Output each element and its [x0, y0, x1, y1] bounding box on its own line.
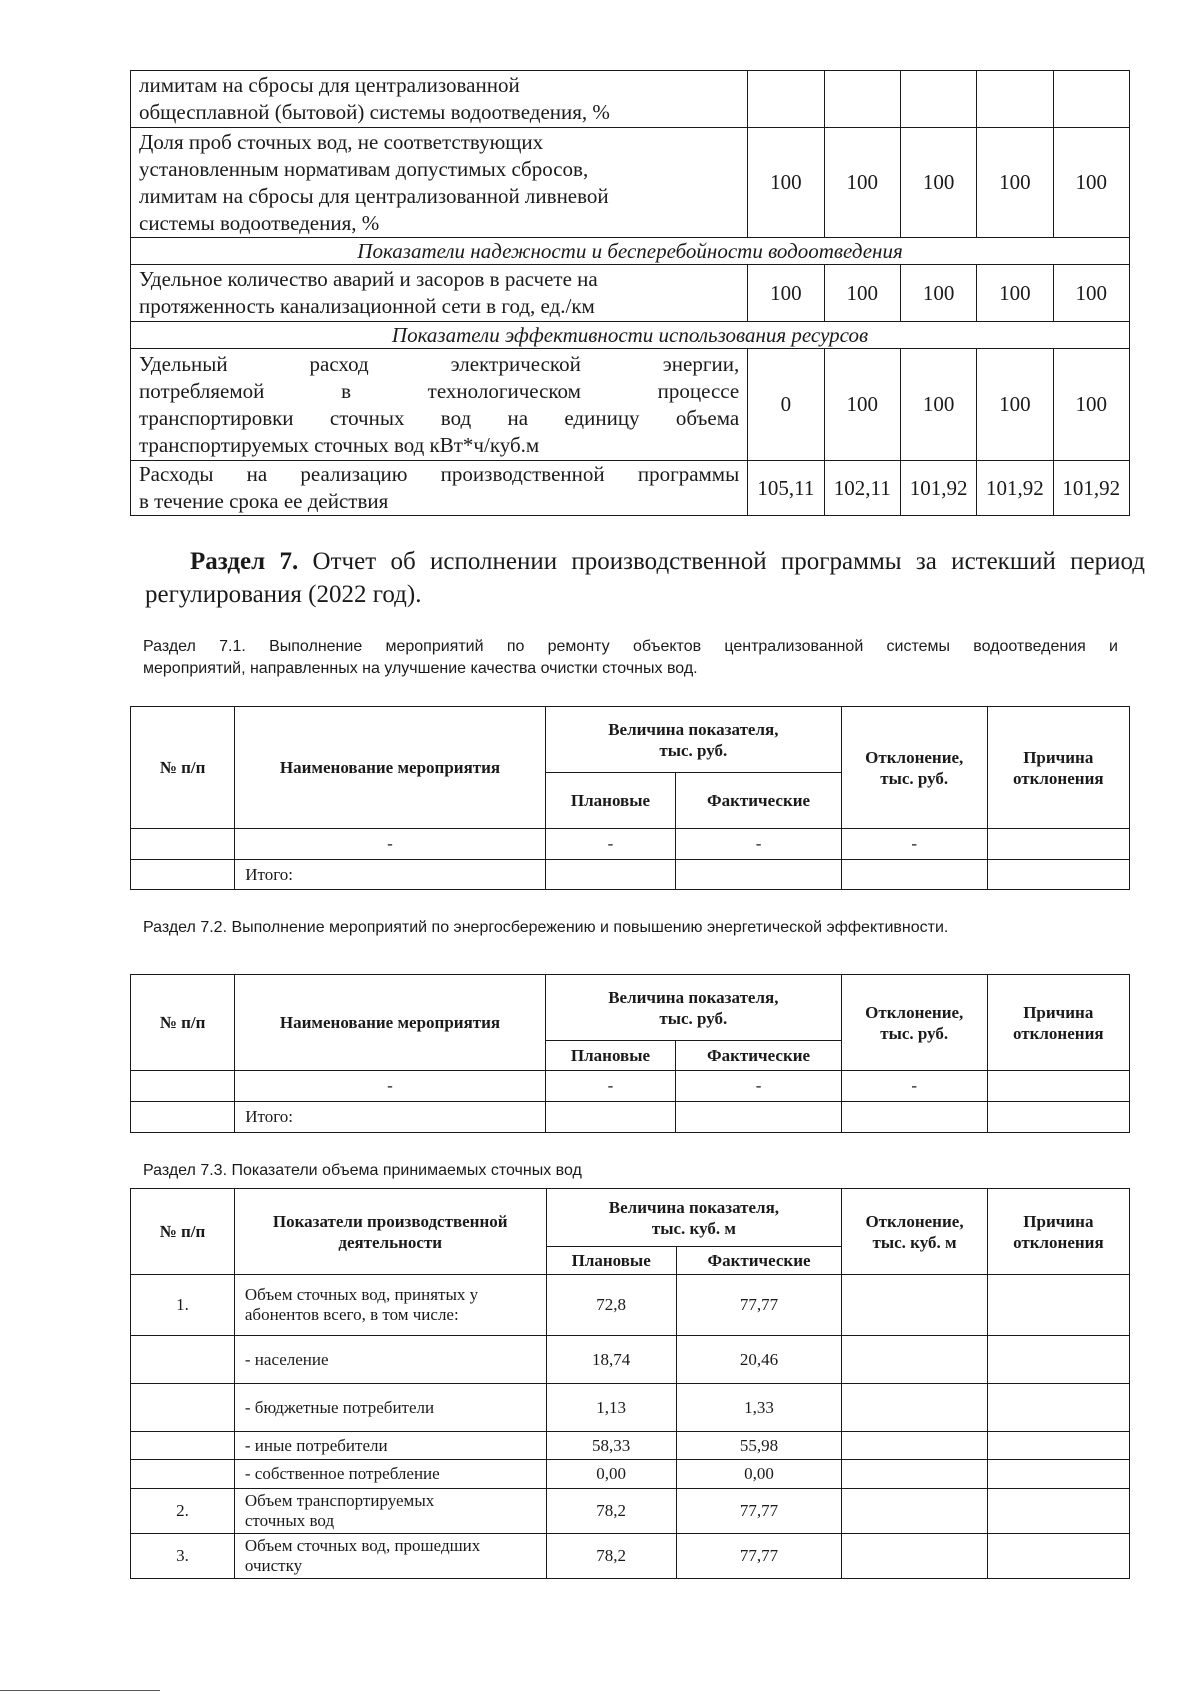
value-cell: 100	[900, 349, 976, 461]
value-cell: 101,92	[1053, 461, 1129, 516]
planned-value: 0,00	[546, 1460, 676, 1489]
indicator-name	[234, 1275, 546, 1336]
table-row	[131, 128, 1130, 238]
cell	[842, 1384, 987, 1432]
cell: -	[676, 829, 842, 860]
cell	[987, 1460, 1129, 1489]
cell	[842, 1275, 987, 1336]
table-row	[131, 265, 1130, 322]
table-row	[131, 1384, 1130, 1432]
value-cell: 102,11	[824, 461, 900, 516]
cell	[841, 860, 987, 890]
cell	[131, 860, 235, 890]
section-title-line	[145, 545, 1145, 578]
cell	[676, 1102, 842, 1133]
section-title-text-cont: регулирования (2022 год).	[145, 581, 422, 608]
col-planned-header: Плановые	[546, 1247, 676, 1275]
value-cell: 100	[1053, 349, 1129, 461]
header-line: Отклонение,	[865, 1002, 964, 1022]
value-cell: 100	[1053, 265, 1129, 322]
col-planned-header: Плановые	[545, 1041, 675, 1071]
col-planned-header: Плановые	[545, 773, 675, 829]
table-row	[131, 1071, 1130, 1102]
header-row	[131, 1189, 1130, 1247]
col-value-header	[545, 707, 841, 773]
indicator-name: - население	[234, 1336, 546, 1384]
value-cell: 100	[748, 128, 824, 238]
table-row	[131, 461, 1130, 516]
header-row	[131, 707, 1130, 773]
header-line: тыс. куб. м	[651, 1218, 736, 1238]
planned-value: 72,8	[546, 1275, 676, 1336]
text-line: лимитам на сбросы для централизованной	[139, 73, 520, 97]
footer-divider	[0, 1690, 160, 1691]
row-num	[131, 1432, 235, 1460]
cell	[131, 829, 235, 860]
cell	[131, 1102, 235, 1133]
value-cell	[977, 71, 1053, 128]
header-line: Отклонение,	[865, 1211, 964, 1231]
actual-value: 55,98	[676, 1432, 841, 1460]
table-row	[131, 1460, 1130, 1489]
cell: -	[545, 1071, 675, 1102]
header-line: тыс. куб. м	[872, 1232, 957, 1252]
table-row	[131, 1432, 1130, 1460]
section-header-row	[131, 322, 1130, 349]
name-line: Объем транспортируемых	[244, 1491, 435, 1510]
text-line: транспортируемых сточных вод кВт*ч/куб.м	[139, 432, 540, 457]
col-value-header	[546, 1189, 842, 1247]
value-cell: 100	[900, 265, 976, 322]
cell	[987, 1336, 1129, 1384]
text-line: Расходы на реализацию производственной программы	[139, 462, 740, 486]
text-line: общесплавной (бытовой) системы водоотведения, %	[139, 100, 610, 124]
name-line: Объем сточных вод, принятых у	[244, 1285, 479, 1304]
header-line: отклонения	[1012, 768, 1104, 788]
col-name-header	[234, 1189, 546, 1275]
cell	[545, 860, 675, 890]
table-row	[131, 1336, 1130, 1384]
col-num-header: № п/п	[131, 975, 235, 1071]
section-title-text: Отчет об исполнении производственной программы за истекший период	[312, 548, 1146, 575]
col-name-header: Наименование мероприятия	[235, 707, 546, 829]
cell: -	[841, 1071, 987, 1102]
header-line: Причина	[1023, 1211, 1094, 1231]
cell	[842, 1534, 987, 1579]
col-value-header	[545, 975, 841, 1041]
value-cell: 0	[748, 349, 824, 461]
text-line: Удельное количество аварий и засоров в расчете на	[139, 267, 598, 291]
actual-value: 77,77	[676, 1275, 841, 1336]
col-reason-header	[987, 707, 1129, 829]
col-reason-header	[987, 1189, 1129, 1275]
header-line: Величина показателя,	[608, 719, 779, 739]
planned-value: 78,2	[546, 1489, 676, 1534]
value-cell: 100	[900, 128, 976, 238]
row-num	[131, 1336, 235, 1384]
total-label: Итого:	[235, 860, 546, 890]
planned-value: 18,74	[546, 1336, 676, 1384]
table-row	[131, 349, 1130, 461]
subsection-7-3-caption: Раздел 7.3. Показатели объема принимаемых сточных вод	[143, 1162, 582, 1179]
value-cell: 101,92	[900, 461, 976, 516]
value-cell	[900, 71, 976, 128]
row-num: 2.	[131, 1489, 235, 1534]
name-line: абонентов всего, в том числе:	[244, 1305, 459, 1324]
cell	[842, 1432, 987, 1460]
header-line: тыс. руб.	[659, 740, 728, 760]
section-7-title	[145, 545, 1145, 611]
header-line: деятельности	[338, 1232, 443, 1252]
text-line: потребляемой в технологическом процессе	[139, 378, 740, 403]
col-actual-header: Фактические	[676, 1247, 841, 1275]
table-row	[131, 829, 1130, 860]
value-cell	[824, 71, 900, 128]
col-deviation-header	[841, 707, 987, 829]
cell	[842, 1460, 987, 1489]
table-row	[131, 1534, 1130, 1579]
text-line: системы водоотведения, %	[139, 210, 380, 235]
cell	[842, 1489, 987, 1534]
indicator-description	[131, 71, 748, 128]
header-line: Причина	[1023, 1002, 1094, 1022]
header-line: отклонения	[1012, 1023, 1104, 1043]
value-cell: 105,11	[748, 461, 824, 516]
indicator-description	[131, 461, 748, 516]
cell: -	[545, 829, 675, 860]
wastewater-volume-table	[130, 1188, 1130, 1579]
total-label: Итого:	[235, 1102, 546, 1133]
value-cell: 100	[824, 128, 900, 238]
cell	[987, 1102, 1129, 1133]
table-row	[131, 1489, 1130, 1534]
caption-line: мероприятий, направленных на улучшение качества очистки сточных вод.	[143, 660, 698, 677]
cell	[545, 1102, 675, 1133]
cell	[842, 1336, 987, 1384]
value-cell	[748, 71, 824, 128]
section-reliability-header: Показатели надежности и бесперебойности водоотведения	[131, 238, 1130, 265]
repair-events-table	[130, 706, 1130, 890]
indicator-name: - бюджетные потребители	[234, 1384, 546, 1432]
header-line: Величина показателя,	[608, 1197, 780, 1217]
header-line: Причина	[1023, 747, 1094, 767]
header-line: тыс. руб.	[880, 768, 949, 788]
planned-value: 1,13	[546, 1384, 676, 1432]
text-line: транспортировки сточных вод на единицу объема	[139, 405, 740, 430]
caption-line: Раздел 7.1. Выполнение мероприятий по ремонту объектов централизованной системы водоотведения и	[143, 638, 1118, 655]
name-line: очистку	[244, 1556, 303, 1575]
cell: -	[841, 829, 987, 860]
cell: -	[676, 1071, 842, 1102]
actual-value: 1,33	[676, 1384, 841, 1432]
indicator-description	[131, 128, 748, 238]
name-line: сточных вод	[244, 1511, 335, 1530]
col-num-header: № п/п	[131, 1189, 235, 1275]
value-cell: 100	[824, 349, 900, 461]
value-cell: 100	[977, 265, 1053, 322]
value-cell	[1053, 71, 1129, 128]
header-line: отклонения	[1013, 1232, 1104, 1252]
value-cell: 100	[1053, 128, 1129, 238]
actual-value: 20,46	[676, 1336, 841, 1384]
planned-value: 58,33	[546, 1432, 676, 1460]
name-line: Объем сточных вод, прошедших	[244, 1536, 481, 1555]
cell	[987, 1432, 1129, 1460]
text-line: лимитам на сбросы для централизованной ливневой	[139, 183, 609, 208]
text-line: Доля проб сточных вод, не соответствующих	[139, 129, 544, 154]
cell	[987, 1071, 1129, 1102]
indicator-name: - иные потребители	[234, 1432, 546, 1460]
row-num: 1.	[131, 1275, 235, 1336]
row-num: 3.	[131, 1534, 235, 1579]
cell	[676, 860, 842, 890]
row-num	[131, 1384, 235, 1432]
total-row	[131, 860, 1130, 890]
actual-value: 0,00	[676, 1460, 841, 1489]
table-row	[131, 71, 1130, 128]
actual-value: 77,77	[676, 1489, 841, 1534]
header-row	[131, 975, 1130, 1041]
section-label: Раздел 7.	[190, 548, 299, 575]
text-line: Удельный расход электрической энергии,	[139, 351, 740, 376]
cell	[987, 1534, 1129, 1579]
value-cell: 100	[824, 265, 900, 322]
row-num	[131, 1460, 235, 1489]
cell	[841, 1102, 987, 1133]
cell: -	[235, 829, 546, 860]
indicator-name	[234, 1534, 546, 1579]
indicators-table	[130, 70, 1130, 516]
value-cell: 100	[977, 128, 1053, 238]
value-cell: 100	[977, 349, 1053, 461]
cell	[131, 1071, 235, 1102]
actual-value: 77,77	[676, 1534, 841, 1579]
cell	[987, 1275, 1129, 1336]
total-row	[131, 1102, 1130, 1133]
section-efficiency-header: Показатели эффективности использования ресурсов	[131, 322, 1130, 349]
text-line: в течение срока ее действия	[139, 489, 389, 513]
cell	[987, 829, 1129, 860]
cell	[987, 1489, 1129, 1534]
subsection-7-1-caption	[143, 636, 1118, 680]
col-deviation-header	[841, 975, 987, 1071]
cell	[987, 860, 1129, 890]
indicator-name: - собственное потребление	[234, 1460, 546, 1489]
indicator-description	[131, 265, 748, 322]
section-header-row	[131, 238, 1130, 265]
col-deviation-header	[842, 1189, 987, 1275]
value-cell: 101,92	[977, 461, 1053, 516]
col-reason-header	[987, 975, 1129, 1071]
col-actual-header: Фактические	[676, 773, 842, 829]
energy-events-table	[130, 974, 1130, 1133]
indicator-description	[131, 349, 748, 461]
subsection-7-2-caption: Раздел 7.2. Выполнение мероприятий по энергосбережению и повышению энергетической эффективности.	[143, 919, 949, 936]
text-line: протяженность канализационной сети в год, ед./км	[139, 294, 595, 318]
header-line: Отклонение,	[865, 747, 964, 767]
col-actual-header: Фактические	[676, 1041, 842, 1071]
value-cell: 100	[748, 265, 824, 322]
header-line: тыс. руб.	[659, 1008, 728, 1028]
col-num-header: № п/п	[131, 707, 235, 829]
header-line: тыс. руб.	[880, 1023, 949, 1043]
cell: -	[235, 1071, 546, 1102]
planned-value: 78,2	[546, 1534, 676, 1579]
indicator-name	[234, 1489, 546, 1534]
cell	[987, 1384, 1129, 1432]
header-line: Величина показателя,	[608, 987, 779, 1007]
col-name-header: Наименование мероприятия	[235, 975, 546, 1071]
header-line: Показатели производственной	[272, 1211, 508, 1231]
text-line: установленным нормативам допустимых сбросов,	[139, 156, 589, 181]
table-row	[131, 1275, 1130, 1336]
